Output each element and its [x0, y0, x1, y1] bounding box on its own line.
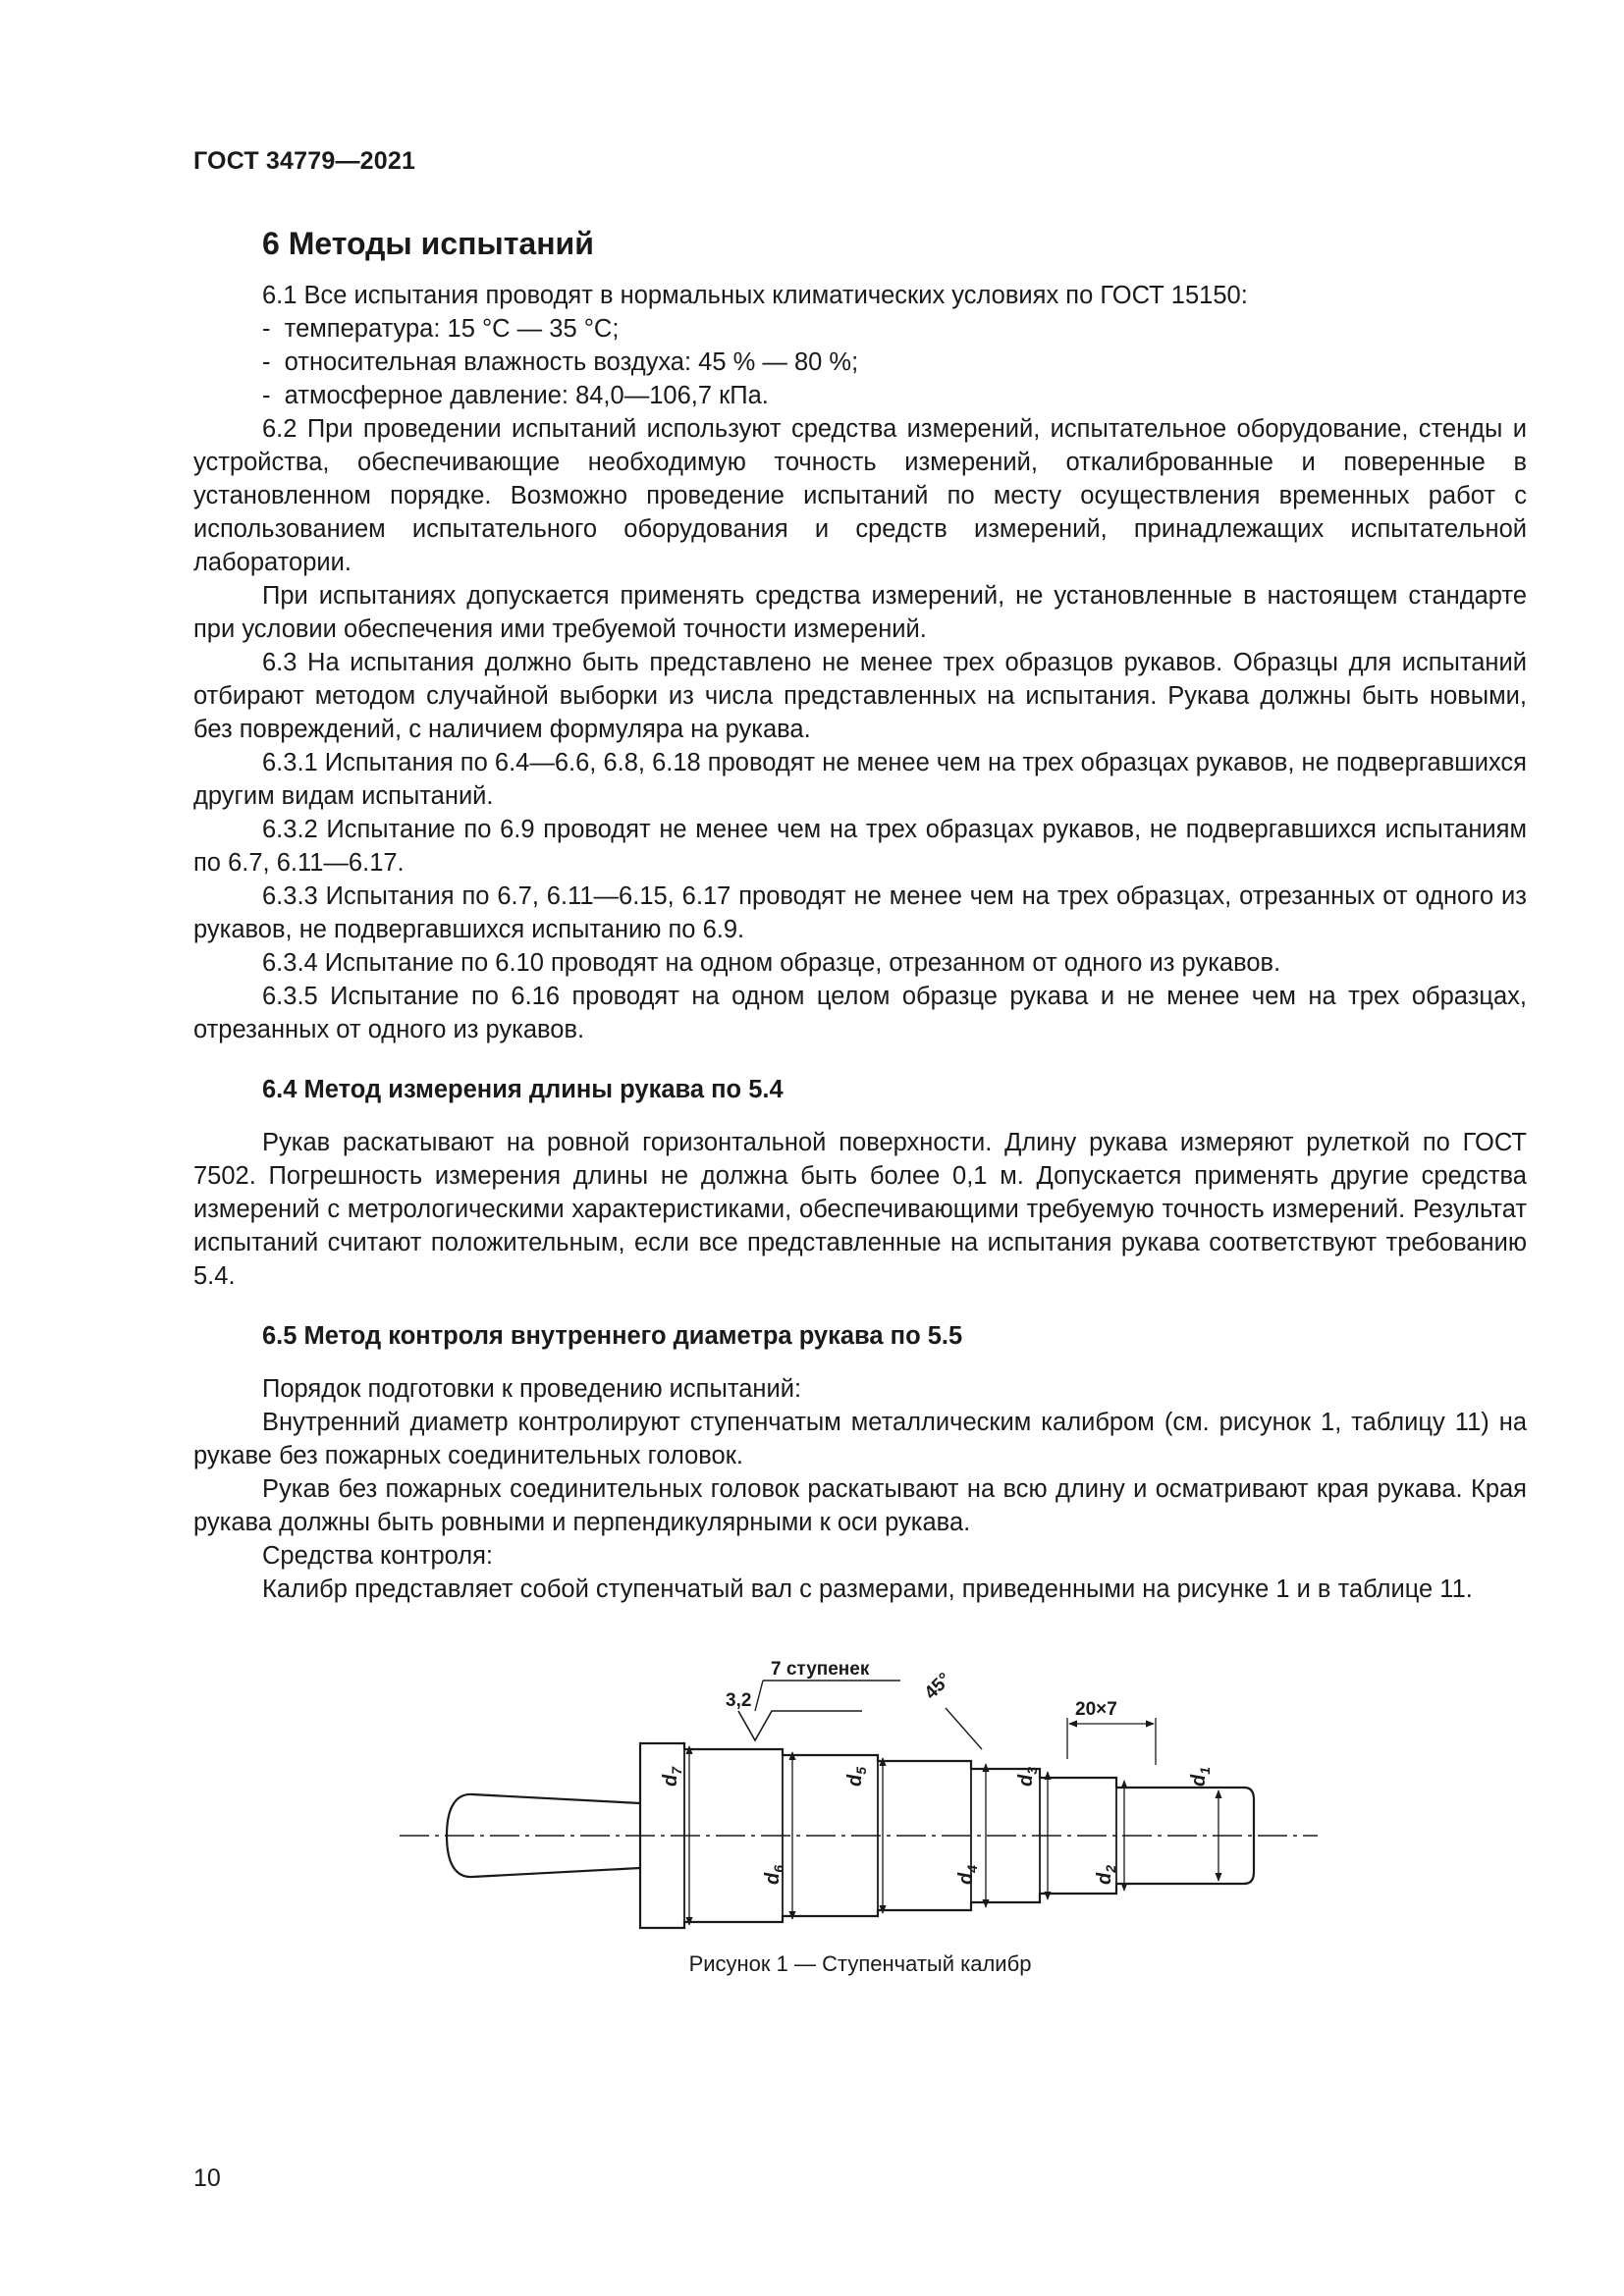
paragraph-6-3-3: 6.3.3 Испытания по 6.7, 6.11—6.15, 6.17 проводят не менее чем на трех образцах, отрезанных от одного из рукавов, не подвергавшихся испытанию по 6.9.	[193, 882, 1527, 943]
diameter-label: $d_6$	[762, 1864, 786, 1885]
paragraph-6-5-a: Порядок подготовки к проведению испытаний:	[262, 1375, 802, 1403]
paragraph-6-5-b: Внутренний диаметр контролируют ступенчатым металлическим калибром (см. рисунок 1, таблицу 11) на рукаве без пожарных соединительных головок.	[193, 1409, 1527, 1469]
paragraph-6-3-5: 6.3.5 Испытание по 6.16 проводят на одном целом образце рукава и не менее чем на трех образцах, отрезанных от одного из рукавов.	[193, 983, 1527, 1043]
conditions-list	[193, 312, 1527, 412]
stepped-gauge-drawing	[400, 1649, 1323, 1934]
page-content	[193, 224, 1527, 1606]
paragraph-6-3-1: 6.3.1 Испытания по 6.4—6.6, 6.8, 6.18 проводят не менее чем на трех образцах рукавов, не подвергавшихся другим видам испытаний.	[193, 749, 1527, 810]
chamfer-label: 45°	[920, 1669, 955, 1704]
steps-leader	[755, 1681, 763, 1711]
standard-designation: ГОСТ 34779—2021	[193, 147, 416, 175]
section-title: 6 Методы испытаний	[262, 226, 594, 261]
condition-temperature: - температура: 15 °С — 35 °С;	[262, 312, 1527, 346]
paragraph-6-3: 6.3 На испытания должно быть представлено не менее трех образцов рукавов. Образцы для испытаний отбирают методом случайной выборки из числа представленных на испытания. Рукава должны быть новыми, без повреждений, с наличием формуляра на рукава.	[193, 649, 1527, 743]
chamfer-leader	[946, 1708, 982, 1749]
steps-label: 7 ступенек	[771, 1659, 870, 1680]
heading-6-5: 6.5 Метод контроля внутреннего диаметра рукава по 5.5	[262, 1322, 963, 1350]
paragraph-6-5-d: Средства контроля:	[262, 1542, 494, 1570]
diameter-label: $d_7$	[660, 1766, 684, 1787]
figure-1	[193, 1649, 1527, 1977]
paragraph-6-3-2: 6.3.2 Испытание по 6.9 проводят не менее чем на трех образцах рукавов, не подвергавшихся испытаниям по 6.7, 6.11—6.17.	[193, 816, 1527, 877]
roughness-label: 3,2	[726, 1690, 752, 1711]
condition-pressure: - атмосферное давление: 84,0—106,7 кПа.	[262, 379, 1527, 412]
diameter-label: $d_2$	[1094, 1864, 1118, 1885]
paragraph-6-5-e: Калибр представляет собой ступенчатый вал с размерами, приведенными на рисунке 1 и в таблице 11.	[262, 1575, 1473, 1603]
diameter-label: $d_3$	[1015, 1766, 1040, 1787]
paragraph-6-3-4: 6.3.4 Испытание по 6.10 проводят на одном образце, отрезанном от одного из рукавов.	[262, 949, 1281, 977]
annotations	[726, 1659, 1156, 1765]
page-number: 10	[193, 2164, 221, 2192]
length-label: 20×7	[1075, 1699, 1117, 1720]
diameter-label: $d_5$	[844, 1766, 869, 1787]
paragraph-6-1: 6.1 Все испытания проводят в нормальных климатических условиях по ГОСТ 15150:	[262, 282, 1248, 309]
paragraph-6-2: 6.2 При проведении испытаний используют средства измерений, испытательное оборудование, стенды и устройства, обеспечивающие необходимую точность измерений, откалиброванные и поверенные в установленном порядке. Возможно проведение испытаний по месту осуществления временных работ с использованием испытательного оборудования и средств измерений, принадлежащих испытательной лаборатории.	[193, 415, 1527, 576]
condition-humidity: - относительная влажность воздуха: 45 % — 80 %;	[262, 346, 1527, 379]
paragraph-6-4: Рукав раскатывают на ровной горизонтальной поверхности. Длину рукава измеряют рулеткой по ГОСТ 7502. Погрешность измерения длины не должна быть более 0,1 м. Допускается применять другие средства измерений с метрологическими характеристиками, обеспечивающими требуемую точность измерений. Результат испытаний считают положительным, если все представленные на испытания рукава соответствуют требованию 5.4.	[193, 1129, 1527, 1290]
diameter-label: $d_4$	[955, 1864, 980, 1885]
diameter-label: $d_1$	[1188, 1766, 1213, 1787]
heading-6-4: 6.4 Метод измерения длины рукава по 5.4	[262, 1076, 784, 1103]
paragraph-6-2-b: При испытаниях допускается применять средства измерений, не установленные в настоящем стандарте при условии обеспечения ими требуемой точности измерений.	[193, 582, 1527, 643]
paragraph-6-5-c: Рукав без пожарных соединительных головок раскатывают на всю длину и осматривают края рукава. Края рукава должны быть ровными и перпендикулярными к оси рукава.	[193, 1475, 1527, 1536]
figure-caption: Рисунок 1 — Ступенчатый калибр	[688, 1951, 1032, 1976]
roughness-symbol	[738, 1711, 862, 1740]
